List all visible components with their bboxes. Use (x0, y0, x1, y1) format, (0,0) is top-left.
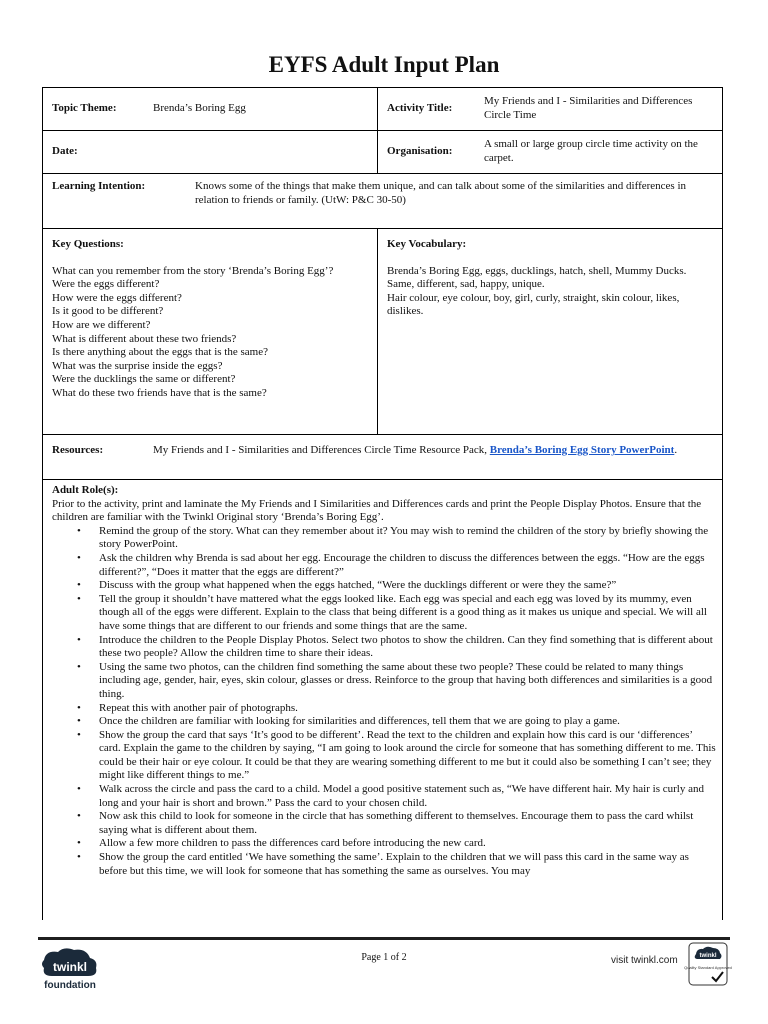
organisation-label: Organisation: (387, 145, 453, 157)
list-item: • Tell the group it shouldn’t have mattered what the eggs looked like. Each egg was special and each egg was loved by its mummy, even though all of the eggs were different. Explain to the class that being different is a good thing as it makes us unique and special. We will all have some things that are different to our friends and some things that are the same. (77, 593, 716, 634)
topic-label: Topic Theme: (52, 102, 117, 114)
logo-text-foundation: foundation (44, 980, 96, 991)
topic-cell (43, 88, 378, 131)
list-item: • Introduce the children to the People Display Photos. Select two photos to show the children. Can they find something that is different about these two people? Allow the children time to share their ideas. (77, 634, 716, 661)
activity-label: Activity Title: (387, 102, 453, 114)
question-item: What is different about these two friends? (52, 332, 237, 345)
story-powerpoint-link[interactable]: Brenda’s Boring Egg Story PowerPoint (489, 444, 675, 456)
resources-label: Resources: (52, 444, 104, 456)
visit-twinkl-link[interactable]: visit twinkl.com (611, 955, 678, 966)
list-item: • Now ask this child to look for someone in the circle that has something different to themselves. Encourage them to pass the card whilst saying what is different about them. (77, 810, 716, 837)
page-number: Page 1 of 2 (361, 952, 407, 963)
key-questions-cell (43, 229, 378, 435)
question-item: Is it good to be different? (52, 305, 164, 318)
page-title: EYFS Adult Input Plan (268, 52, 500, 77)
list-item: • Once the children are familiar with looking for similarities and differences, tell them that we are going to play a game. (77, 715, 716, 729)
adult-roles-list (52, 525, 716, 878)
logo-text-twinkl: twinkl (52, 960, 88, 974)
key-vocabulary-label: Key Vocabulary: (387, 238, 467, 250)
adult-roles-cell (43, 480, 723, 921)
list-item: • Discuss with the group what happened when the eggs hatched, “Were the ducklings different or were they the same?” (77, 579, 716, 593)
list-item: • Ask the children why Brenda is sad about her egg. Encourage the children to discuss the differences between the eggs. “How are the eggs different?”, “Does it matter that the eggs are different?” (77, 552, 716, 579)
list-item: • Repeat this with another pair of photographs. (77, 702, 716, 716)
resources-suffix: . (674, 444, 678, 456)
list-item: • Using the same two photos, can the children find something the same about these two people? These could be related to many things including age, gender, hair, eyes, skin colour, glasses or dress. Reinforce to the group that having both differences and similarities is a good thing. (77, 661, 716, 702)
vocabulary-item: Hair colour, eye colour, boy, girl, curly, straight, skin colour, likes, dislikes. (387, 291, 680, 318)
list-item: • Show the group the card entitled ‘We have something the same’. Explain to the children that we will pass this card in the same way as before but this time, we will look for someone that has something the same as ourselves. You may (77, 851, 716, 878)
organisation-cell (378, 131, 723, 174)
badge-text-twinkl: twinkl (699, 953, 717, 959)
plan-table (42, 87, 723, 920)
activity-value: My Friends and I - Similarities and Differences Circle Time (484, 95, 693, 121)
topic-value: Brenda’s Boring Egg (153, 102, 246, 114)
key-questions-label: Key Questions: (52, 238, 124, 250)
adult-roles-intro: Prior to the activity, print and laminate the My Friends and I Similarities and Differences cards and print the People Display Photos. Ensure that the children are familiar with the Twinkl Original story ‘Brenda’s Boring Egg’. (52, 497, 702, 524)
list-item: • Allow a few more children to pass the differences card before introducing the new card. (77, 837, 716, 851)
list-item: • Show the group the card that says ‘It’s good to be different’. Read the text to the children and explain how this card is our ‘differences’ card. Explain the game to the children by saying, “I am going to look around the circle for someone that has something different to me. This could be their hair or eye colour. It could be that they are wearing something different to me but it could also be something I can’t see; they might like different things to me.” (77, 729, 716, 783)
date-cell (43, 131, 378, 174)
key-vocabulary-list (387, 265, 714, 319)
organisation-value: A small or large group circle time activity on the carpet. (484, 138, 698, 164)
date-label: Date: (52, 145, 78, 157)
question-item: What can you remember from the story ‘Brenda’s Boring Egg’? (52, 264, 334, 277)
activity-cell (378, 88, 723, 131)
learning-intention-label: Learning Intention: (52, 180, 146, 192)
key-questions-list (52, 265, 369, 401)
question-item: What was the surprise inside the eggs? (52, 359, 223, 372)
badge-text-quality: Quality Standard Approved (684, 965, 732, 970)
list-item: • Remind the group of the story. What can they remember about it? You may wish to remind the children of the story by briefly showing the story PowerPoint. (77, 525, 716, 552)
question-item: Were the eggs different? (52, 278, 160, 291)
adult-roles-label: Adult Role(s): (52, 484, 119, 496)
resources-text: My Friends and I - Similarities and Differences Circle Time Resource Pack, (153, 444, 490, 456)
quality-standard-badge (684, 942, 732, 986)
question-item: Were the ducklings the same or different? (52, 373, 236, 386)
question-item: Is there anything about the eggs that is the same? (52, 346, 268, 359)
footer-rule (38, 937, 730, 940)
learning-intention-text: Knows some of the things that make them unique, and can talk about some of the similarities and differences in relation to friends or family. (UtW: P&C 30-50) (195, 180, 687, 206)
key-vocabulary-cell (378, 229, 723, 435)
question-item: How are we different? (52, 318, 151, 331)
question-item: What do these two friends have that is the same? (52, 386, 267, 399)
question-item: How were the eggs different? (52, 291, 182, 304)
list-item: • Walk across the circle and pass the card to a child. Model a good positive statement such as, “We have different hair. My hair is curly and long and your hair is short and brown.” Pass the card to your chosen child. (77, 783, 716, 810)
learning-intention-cell (43, 174, 723, 229)
resources-cell (43, 435, 723, 480)
vocabulary-item: Brenda’s Boring Egg, eggs, ducklings, hatch, shell, Mummy Ducks. (387, 264, 687, 277)
vocabulary-item: Same, different, sad, happy, unique. (387, 278, 545, 291)
